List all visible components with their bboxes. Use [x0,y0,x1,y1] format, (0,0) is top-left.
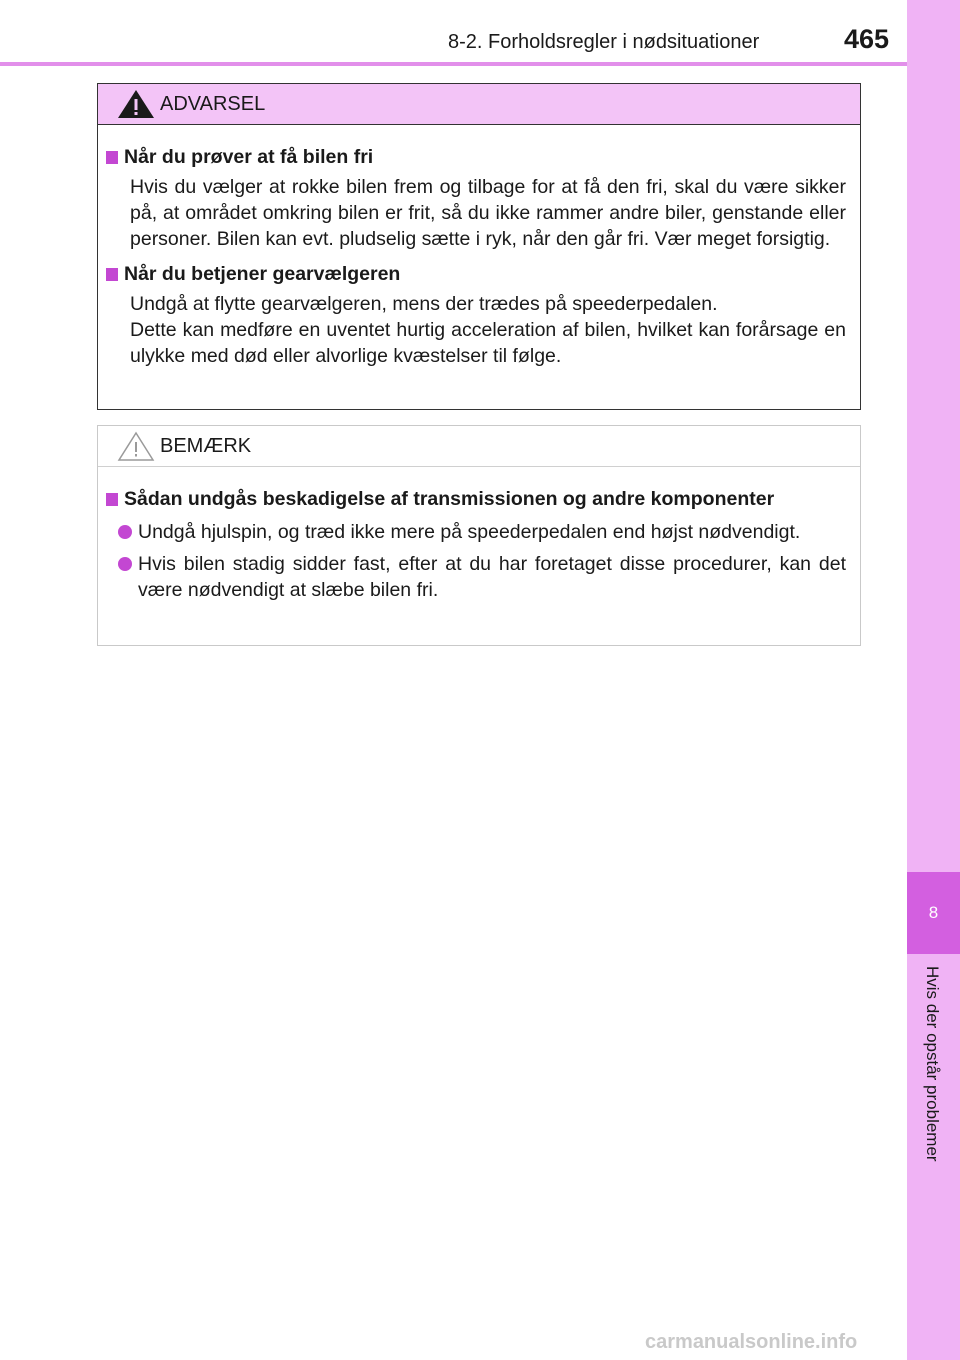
warning-item-text [130,291,846,369]
notice-body [98,467,860,603]
square-bullet-icon [106,151,118,164]
notice-title: BEMÆRK [160,434,252,457]
notice-header [98,426,860,467]
warning-box [97,83,861,410]
chapter-number: 8 [907,872,960,954]
list-item [118,519,846,545]
warning-title: ADVARSEL [160,92,266,115]
section-title: 8-2. Forholdsregler i nødsituationer [448,31,760,53]
page-number: 465 [844,24,890,54]
list-item-text: Hvis bilen stadig sidder fast, efter at du har foretaget disse procedurer, kan det være nødvendigt at slæbe bilen fri. [138,553,846,601]
square-bullet-icon [106,493,118,506]
square-bullet-icon [106,268,118,281]
notice-item-heading-text: Sådan undgås beskadigelse af transmissionen og andre komponenter [124,488,775,510]
chapter-title: Hvis der opstår problemer [923,966,942,1162]
watermark: carmanualsonline.info [645,1331,858,1353]
warning-item-heading [106,143,846,171]
caution-outline-triangle-icon [116,430,156,462]
header-divider [0,62,907,66]
notice-item-heading [106,485,846,513]
warning-item-heading-text: Når du betjener gearvælgeren [124,263,401,285]
warning-body [98,125,860,369]
list-item [118,551,846,603]
warning-item-text: Hvis du vælger at rokke bilen frem og tilbage for at få den fri, skal du være sikker på, at området omkring bilen er frit, så du ikke rammer andre biler, genstande eller personer. Bilen kan evt. pludselig sætte i ryk, når den går fri. Vær meget forsigtig. [130,176,846,250]
list-item-text: Undgå hjulspin, og træd ikke mere på speederpedalen end højst nødvendigt. [138,521,801,543]
notice-box [97,425,861,646]
circle-bullet-icon [118,557,132,571]
warning-item-line: Undgå at flytte gearvælgeren, mens der trædes på speederpedalen. [130,293,718,315]
warning-item-heading [106,260,846,288]
warning-triangle-icon [116,88,156,120]
warning-header [98,84,860,125]
warning-item-heading-text: Når du prøver at få bilen fri [124,146,374,168]
circle-bullet-icon [118,525,132,539]
warning-item-line: Dette kan medføre en uventet hurtig acceleration af bilen, hvilket kan forårsage en ulykke med død eller alvorlige kvæstelser til følge. [130,319,846,367]
